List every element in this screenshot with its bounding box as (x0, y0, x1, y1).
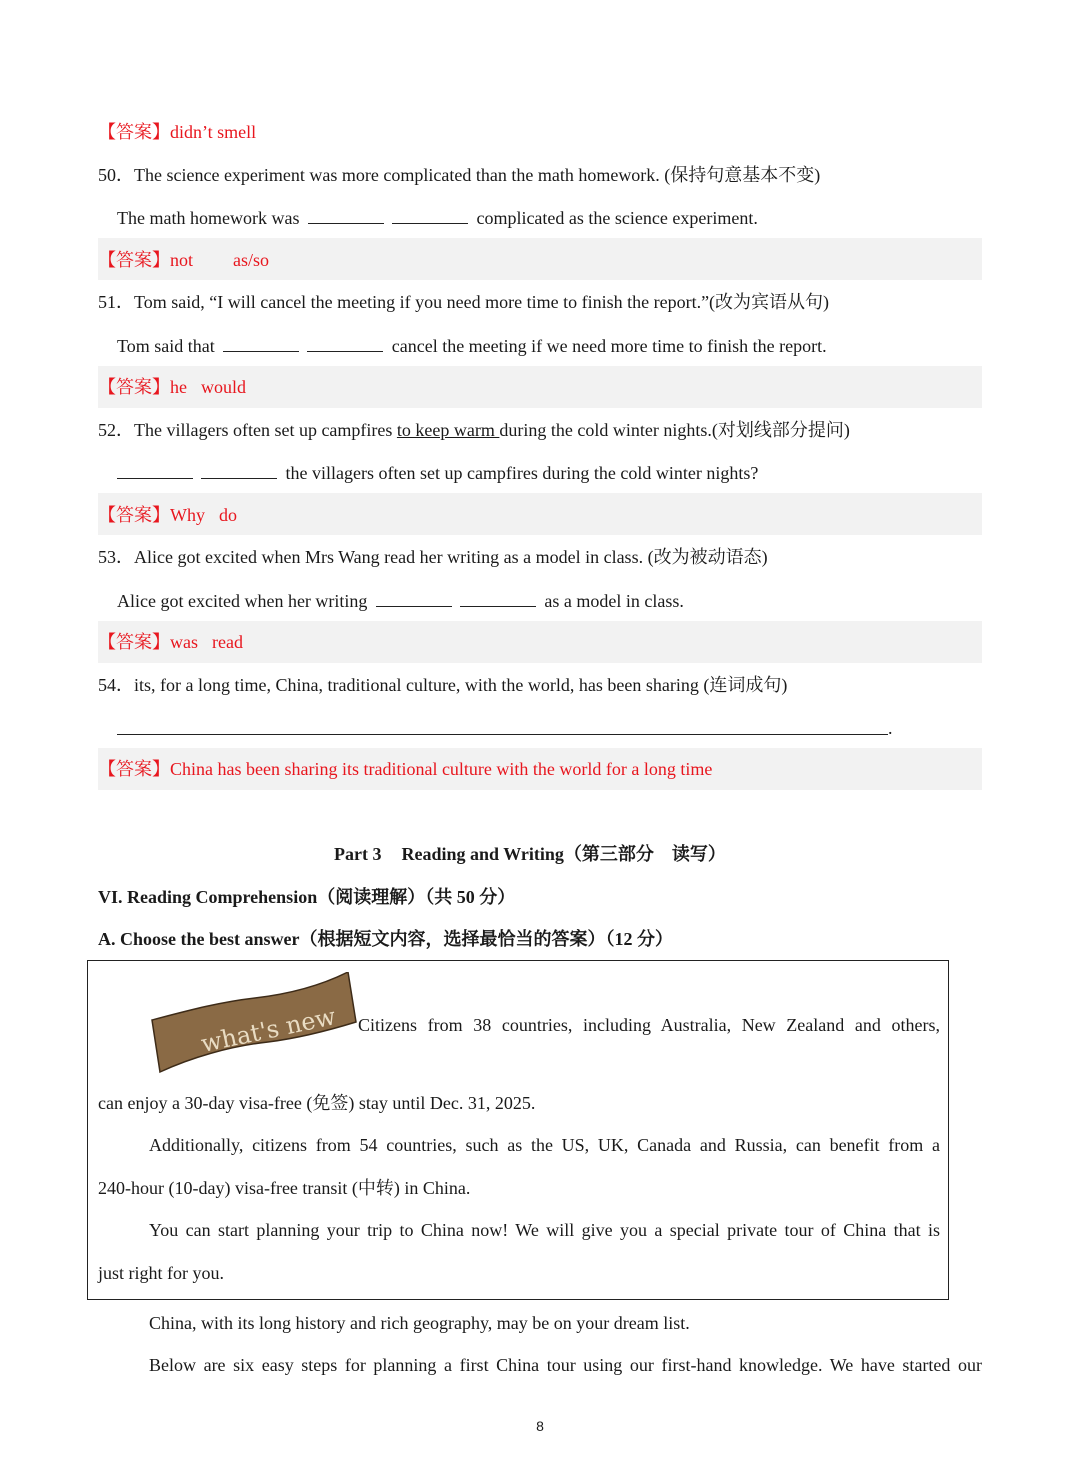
section-vi-heading (98, 885, 515, 909)
banner-graphic (150, 972, 358, 1076)
q49-answer (98, 120, 256, 144)
question-text: its, for a long time, China, traditional culture, with the world, has been sharing (连词成句) (134, 675, 788, 695)
section-points: 50 (456, 887, 475, 907)
answer-1: he (170, 377, 187, 397)
answer-2: would (201, 377, 246, 397)
question-number: 53． (98, 547, 134, 567)
blank (223, 333, 299, 352)
notice-p2-line2: 240-hour (10-day) visa-free transit (中转) in China. (98, 1178, 471, 1198)
question-50-fill (117, 205, 758, 230)
question-54 (98, 673, 787, 697)
end-mark: . (888, 718, 893, 738)
question-53 (98, 545, 768, 569)
answer-tag: 【答案】 (98, 505, 170, 525)
banner-text: what's new (198, 1002, 339, 1059)
blank (376, 588, 452, 607)
whats-new-banner (150, 972, 358, 1076)
section-title-en: A. Choose the best answer (98, 929, 300, 949)
answer-1: not (170, 250, 194, 270)
fill-prefix: Tom said that (117, 336, 215, 356)
fill-suffix: the villagers often set up campfires during the cold winter nights? (285, 463, 759, 483)
blank (117, 460, 193, 479)
section-title-cn: （阅读理解）（共 (317, 887, 453, 907)
section-unit: 分） (637, 929, 673, 949)
blank (308, 205, 384, 224)
question-text: Alice got excited when Mrs Wang read her writing as a model in class. (改为被动语态) (134, 547, 768, 567)
question-number: 50． (98, 165, 134, 185)
question-text: The science experiment was more complicated than the math homework. (保持句意基本不变) (134, 165, 821, 185)
fill-suffix: as a model in class. (544, 591, 684, 611)
underlined-phrase: to keep warm (396, 420, 500, 440)
q50-answer (98, 248, 269, 272)
notice-p3-line2: just right for you. (98, 1263, 224, 1283)
blank (307, 333, 383, 352)
answer-1: was (170, 632, 198, 652)
question-50 (98, 163, 820, 187)
answer-tag: 【答案】 (98, 632, 170, 652)
section-unit: 分） (479, 887, 516, 907)
fill-prefix: The math homework was (117, 208, 300, 228)
notice-p1-line1: Citizens from 38 countries, including Australia, New Zealand and others, (358, 1015, 940, 1035)
body-paragraph-1: China, with its long history and rich geography, may be on your dream list. (149, 1313, 690, 1333)
answer-2: as/so (233, 250, 270, 270)
question-number: 54． (98, 675, 134, 695)
section-title-cn: （根据短文内容，选择最恰当的答案）（ (299, 929, 615, 949)
answer-text: didn’t smell (170, 122, 257, 142)
question-52-fill (117, 460, 758, 485)
q53-answer (98, 630, 243, 654)
section-a-heading (98, 927, 673, 951)
question-text: The villagers often set up campfires (134, 420, 397, 440)
question-52 (98, 418, 850, 442)
answer-tag: 【答案】 (98, 759, 170, 779)
answer-tag: 【答案】 (98, 122, 170, 142)
answer-2: read (212, 632, 243, 652)
answer-text: China has been sharing its traditional culture with the world for a long time (170, 759, 713, 779)
question-51-fill (117, 333, 827, 358)
q52-answer (98, 503, 237, 527)
fill-prefix: Alice got excited when her writing (117, 591, 368, 611)
section-title-en: VI. Reading Comprehension (98, 887, 318, 907)
question-text-end: during the cold winter nights.(对划线部分提问) (499, 420, 850, 440)
fill-suffix: complicated as the science experiment. (476, 208, 758, 228)
blank (392, 205, 468, 224)
question-51 (98, 290, 829, 314)
page-number: 8 (536, 1418, 544, 1434)
question-number: 52． (98, 420, 134, 440)
q51-answer (98, 375, 246, 399)
answer-2: do (219, 505, 237, 525)
question-number: 51． (98, 292, 134, 312)
notice-p3-line1: You can start planning your trip to China now! We will give you a special private tour of China that is (149, 1220, 940, 1240)
answer-tag: 【答案】 (98, 377, 170, 397)
part-heading (334, 842, 726, 866)
section-points: 12 (614, 929, 633, 949)
body-paragraph-2: Below are six easy steps for planning a first China tour using our first-hand knowledge. We have started our (149, 1355, 982, 1375)
question-53-fill (117, 588, 684, 613)
q54-answer (98, 757, 712, 781)
blank (201, 460, 277, 479)
answer-line (117, 734, 888, 735)
question-text: Tom said, “I will cancel the meeting if you need more time to finish the report.”(改为宾语从句) (134, 292, 830, 312)
part-label: Part 3 (334, 844, 382, 864)
answer-1: Why (170, 505, 205, 525)
notice-p2-line1: Additionally, citizens from 54 countries, such as the US, UK, Canada and Russia, can benefit from a (149, 1135, 940, 1155)
answer-tag: 【答案】 (98, 250, 170, 270)
fill-suffix: cancel the meeting if we need more time to finish the report. (391, 336, 827, 356)
notice-p1-line2: can enjoy a 30-day visa-free (免签) stay until Dec. 31, 2025. (98, 1093, 536, 1113)
part-title: Reading and Writing（第三部分 读写） (401, 844, 726, 864)
blank (460, 588, 536, 607)
